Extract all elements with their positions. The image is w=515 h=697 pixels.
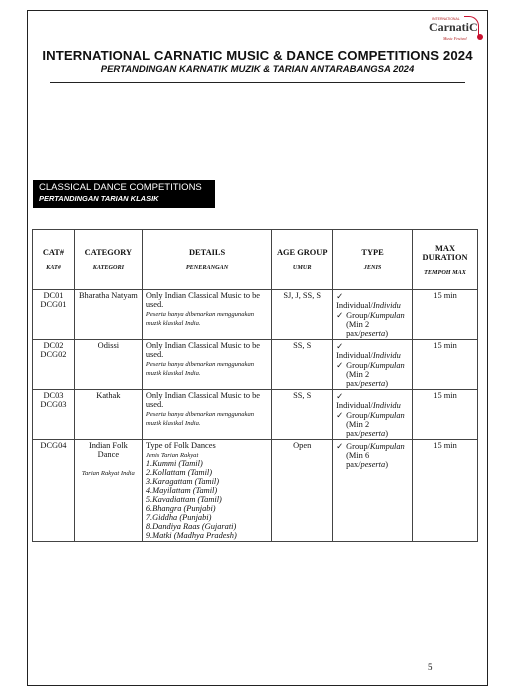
cat-code: DC02 xyxy=(43,341,64,350)
category-subtext: Tarian Rakyat India xyxy=(81,470,135,477)
details-text: Only Indian Classical Music to be used. xyxy=(145,291,261,309)
type-cell xyxy=(333,340,413,390)
type-note-text: (Min 2 pax/ xyxy=(346,320,370,338)
table-row xyxy=(33,290,478,340)
col-header-duration xyxy=(413,230,478,290)
section-subtitle: PERTANDINGAN TARIAN KLASIK xyxy=(39,194,159,203)
type-label: Group/ xyxy=(346,311,370,320)
cat-cell xyxy=(33,390,75,440)
cat-code: DCG02 xyxy=(40,350,67,359)
type-option xyxy=(336,391,409,410)
col-header-cat xyxy=(33,230,75,290)
header-label: TYPE xyxy=(361,248,384,257)
title-divider xyxy=(50,82,465,83)
category-cell: Bharatha Natyam xyxy=(74,290,142,340)
checkmark-icon: ✓ xyxy=(336,342,344,351)
details-text: Type of Folk Dances xyxy=(145,441,216,450)
type-option xyxy=(336,360,409,370)
cat-cell: DCG04 xyxy=(33,440,75,542)
type-label: Group/ xyxy=(346,411,370,420)
checkmark-icon: ✓ xyxy=(336,442,344,451)
type-label-italic: Individu xyxy=(372,351,401,360)
folk-dance-item: 7.Giddha (Punjabi) xyxy=(145,513,212,522)
type-note: (Min 2 pax/peserta) xyxy=(346,420,388,438)
age-cell: Open xyxy=(272,440,333,542)
category-cell: Odissi xyxy=(74,340,142,390)
header-sublabel: PENERANGAN xyxy=(185,264,229,271)
cat-cell xyxy=(33,340,75,390)
header-sublabel: UMUR xyxy=(292,264,312,271)
details-cell xyxy=(142,440,271,542)
table-row xyxy=(33,440,478,542)
checkmark-icon: ✓ xyxy=(336,411,344,420)
header-label: AGE GROUP xyxy=(276,248,328,257)
type-label: Group/ xyxy=(346,442,370,451)
type-note: (Min 6 pax/peserta) xyxy=(346,451,388,469)
type-cell xyxy=(333,290,413,340)
type-cell xyxy=(333,390,413,440)
competition-table xyxy=(32,229,478,542)
page-subtitle: PERTANDINGAN KARNATIK MUZIK & TARIAN ANTARABANGSA 2024 xyxy=(100,64,415,75)
header-label: CAT# xyxy=(42,248,65,257)
type-note-text: (Min 2 pax/ xyxy=(346,370,370,388)
cat-code: DCG03 xyxy=(40,400,67,409)
type-note: (Min 2 pax/peserta) xyxy=(346,320,388,338)
type-option xyxy=(336,310,409,320)
page-number: 5 xyxy=(428,662,433,672)
header-label: MAX DURATION xyxy=(422,243,468,262)
age-cell: SS, S xyxy=(272,340,333,390)
type-option xyxy=(336,441,409,451)
type-label-italic: Kumpulan xyxy=(369,311,405,320)
category-cell xyxy=(74,440,142,542)
folk-dance-item: 8.Dandiya Raas (Gujarati) xyxy=(145,522,237,531)
folk-dance-item: 9.Matki (Madhya Pradesh) xyxy=(145,531,237,540)
checkmark-icon: ✓ xyxy=(336,311,344,320)
age-cell: SS, S xyxy=(272,390,333,440)
type-label-italic: Kumpulan xyxy=(369,442,405,451)
category-cell: Kathak xyxy=(74,390,142,440)
details-subtext: Peserta hanya dibenarkan menggunakan muzik klasikal India. xyxy=(145,361,255,377)
table-row xyxy=(33,390,478,440)
duration-cell: 15 min xyxy=(413,390,478,440)
type-option xyxy=(336,341,409,360)
cat-code: DC01 xyxy=(43,291,64,300)
carnatic-logo xyxy=(426,14,486,44)
type-label-italic: Individu xyxy=(372,401,401,410)
type-option xyxy=(336,291,409,310)
folk-dance-list xyxy=(146,459,268,540)
details-cell xyxy=(142,340,271,390)
details-text: Only Indian Classical Music to be used. xyxy=(145,341,261,359)
folk-dance-item: 5.Kavadiattam (Tamil) xyxy=(145,495,222,504)
duration-cell: 15 min xyxy=(413,340,478,390)
type-note-italic: peserta xyxy=(360,460,386,469)
duration-cell: 15 min xyxy=(413,440,478,542)
type-cell xyxy=(333,440,413,542)
type-note: (Min 2 pax/peserta) xyxy=(346,370,388,388)
checkmark-icon: ✓ xyxy=(336,392,344,401)
section-header xyxy=(33,180,215,208)
col-header-age xyxy=(272,230,333,290)
details-cell xyxy=(142,290,271,340)
table-header-row xyxy=(33,230,478,290)
details-subtext: Jenis Tarian Rakyat xyxy=(145,452,199,459)
logo-dot-icon xyxy=(477,34,483,40)
logo-wordmark: CarnatiC xyxy=(429,20,478,34)
logo-tagline: Music Festival xyxy=(443,36,467,41)
type-label: Group/ xyxy=(346,361,370,370)
type-note-text: (Min 6 pax/ xyxy=(346,451,370,469)
details-subtext: Peserta hanya dibenarkan menggunakan muzik klasikal India. xyxy=(145,311,255,327)
type-label: Individual/ xyxy=(336,401,373,410)
type-note-italic: peserta xyxy=(360,429,386,438)
header-label: CATEGORY xyxy=(84,248,133,257)
duration-cell: 15 min xyxy=(413,290,478,340)
header-sublabel: KAT# xyxy=(46,264,61,271)
folk-dance-item: 6.Bhangra (Punjabi) xyxy=(145,504,216,513)
details-cell xyxy=(142,390,271,440)
table-row xyxy=(33,340,478,390)
cat-code: DCG01 xyxy=(40,300,67,309)
type-option xyxy=(336,410,409,420)
type-note-text: (Min 2 pax/ xyxy=(346,420,370,438)
section-title: CLASSICAL DANCE COMPETITIONS xyxy=(39,182,202,193)
type-label-italic: Individu xyxy=(372,301,401,310)
type-label: Individual/ xyxy=(336,351,373,360)
logo-small-text: INTERNATIONAL xyxy=(432,17,460,21)
type-label-italic: Kumpulan xyxy=(369,361,405,370)
details-subtext: Peserta hanya dibenarkan menggunakan muzik klasikal India. xyxy=(145,411,255,427)
folk-dance-item: 4.Mayilattam (Tamil) xyxy=(145,486,218,495)
cat-code: DC03 xyxy=(43,391,64,400)
folk-dance-item: 3.Karagattam (Tamil) xyxy=(145,477,220,486)
cat-cell xyxy=(33,290,75,340)
checkmark-icon: ✓ xyxy=(336,361,344,370)
col-header-type xyxy=(333,230,413,290)
col-header-details xyxy=(142,230,271,290)
header-sublabel: KATEGORI xyxy=(92,264,125,271)
checkmark-icon: ✓ xyxy=(336,292,344,301)
folk-dance-item: 2.Kollattam (Tamil) xyxy=(145,468,213,477)
type-note-italic: peserta xyxy=(360,329,386,338)
header-label: DETAILS xyxy=(188,248,226,257)
age-cell: SJ, J, SS, S xyxy=(272,290,333,340)
header-sublabel: TEMPOH MAX xyxy=(424,268,466,276)
category-text: Indian Folk Dance xyxy=(88,441,128,459)
type-note-italic: peserta xyxy=(360,379,386,388)
header-sublabel: JENIS xyxy=(363,264,382,271)
type-label: Individual/ xyxy=(336,301,373,310)
type-label-italic: Kumpulan xyxy=(369,411,405,420)
folk-dance-item: 1.Kummi (Tamil) xyxy=(145,459,203,468)
col-header-category xyxy=(74,230,142,290)
details-text: Only Indian Classical Music to be used. xyxy=(145,391,261,409)
page-title: INTERNATIONAL CARNATIC MUSIC & DANCE COMPETITIONS 2024 xyxy=(42,48,473,63)
